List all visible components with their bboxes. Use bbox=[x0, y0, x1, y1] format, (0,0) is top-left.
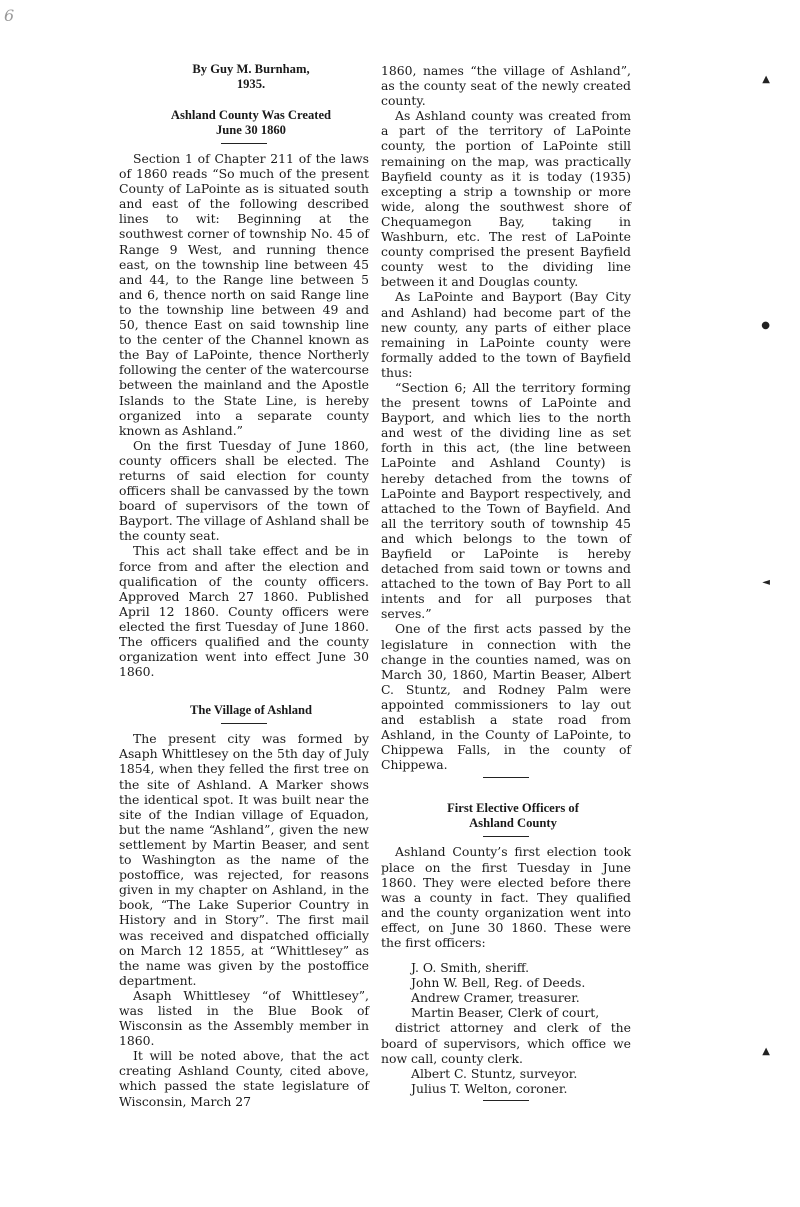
right-column bbox=[381, 63, 631, 1108]
margin-mark: ▲ bbox=[762, 74, 770, 85]
page-number-mark: 6 bbox=[4, 6, 15, 25]
heading-first-officers-county: Ashland County bbox=[469, 816, 557, 831]
paragraph: “Section 6; All the territory forming the present towns of LaPointe and Bayport, and which lies to the north and west of the dividing line as set forth in this act, (the line between LaPointe and Ashland County) is hereby detached from the towns of LaPointe and Bayport respectively, and attached to the Town of Bayfield. And all the territory south of township 45 and which belongs to the town of Bayfield or LaPointe is hereby detached from said town or towns and attached to the town of Bay Port to all intents and for all purposes that serves.” bbox=[381, 379, 631, 622]
officer-entry: Martin Beaser, Clerk of court, bbox=[411, 1005, 600, 1021]
margin-mark: ● bbox=[761, 320, 770, 331]
paragraph: On the first Tuesday of June 1860, county officers shall be elected. The returns of said election for county officers shall be canvassed by the town board of supervisors of the town of Bayport. The village of Ashland shall be the county seat. bbox=[119, 437, 369, 544]
byline-year: 1935. bbox=[236, 77, 266, 91]
byline: By Guy M. Burnham, bbox=[192, 62, 310, 76]
officer-entry: John W. Bell, Reg. of Deeds. bbox=[411, 975, 586, 991]
paragraph: As Ashland county was created from a part of the territory of LaPointe county, the portion of LaPointe still remaining on the map, was practically Bayfield county as it is today (1935) excepting a strip a township or more wide, along the southwest shore of Chequamegon Bay, taking in Washburn, etc. The rest of LaPointe county comprised the present Bayfield county west to the dividing line between it and Douglas county. bbox=[381, 108, 631, 290]
paragraph: 1860, names “the village of Ashland”, as the county seat of the newly created county. bbox=[381, 63, 631, 109]
officer-entry: Julius T. Welton, coroner. bbox=[411, 1080, 568, 1096]
paragraph: Section 1 of Chapter 211 of the laws of 1860 reads “So much of the present County of LaPointe as is situated south and east of the following described lines to wit: Beginning at the southwest corner of township No. 45 of Range 9 West, and running thence east, on the township line between 45 and 44, to the Range line between 5 and 6, thence north on said Range line to the township line between 49 and 50, thence East on said township line to the center of the Channel known as the Bay of LaPointe, thence Northerly following the center of the watercourse between the mainland and the Apostle Islands to the State Line, is hereby organized into a separate county known as Ashland.” bbox=[119, 151, 369, 438]
paragraph: Asaph Whittlesey “of Whittlesey”, was listed in the Blue Book of Wisconsin as the Assembly member in 1860. bbox=[119, 987, 369, 1049]
divider-rule bbox=[483, 777, 529, 778]
heading-county-created-date: June 30 1860 bbox=[216, 123, 286, 137]
officer-entry: Andrew Cramer, treasurer. bbox=[411, 990, 580, 1006]
paragraph: Ashland County’s first election took place on the first Tuesday in June 1860. They were elected before there was a county in fact. They qualified and the county organization went into effect, on June 30 1860. These were the first officers: bbox=[381, 844, 631, 950]
divider-rule bbox=[483, 836, 529, 837]
paragraph: As LaPointe and Bayport (Bay City and Ashland) had become part of the new county, any parts of either place remaining in LaPointe county were formally added to the town of Bayfield thus: bbox=[381, 289, 631, 380]
officer-entry: Albert C. Stuntz, surveyor. bbox=[411, 1065, 578, 1081]
paragraph: One of the first acts passed by the legislature in connection with the change in the counties named, was on March 30, 1860, Martin Beaser, Albert C. Stuntz, and Rodney Palm were appointed commissioners to lay out and establish a state road from Ashland, in the County of LaPointe, to Chippewa Falls, in the county of Chippewa. bbox=[381, 621, 631, 773]
heading-first-officers: First Elective Officers of bbox=[447, 801, 579, 816]
divider-rule bbox=[221, 143, 267, 144]
divider-rule bbox=[221, 723, 267, 724]
divider-rule bbox=[483, 1100, 529, 1101]
heading-county-created: Ashland County Was Created bbox=[170, 108, 332, 122]
left-column bbox=[119, 62, 369, 1109]
officer-entry: J. O. Smith, sheriff. bbox=[411, 960, 530, 976]
paragraph: This act shall take effect and be in force from and after the election and qualification of the county officers. Approved March 27 1860. Published April 12 1860. County officers were elected the first Tuesday of June 1860. The officers qualified and the county organization went into effect June 30 1860. bbox=[119, 543, 369, 680]
officer-entry-continued: district attorney and clerk of the board of supervisors, which office we now call, county clerk. bbox=[381, 1020, 631, 1066]
heading-village-of-ashland: The Village of Ashland bbox=[189, 703, 313, 718]
margin-mark: ◄ bbox=[762, 577, 770, 588]
margin-mark: ▲ bbox=[762, 1046, 770, 1057]
paragraph: It will be noted above, that the act creating Ashland County, cited above, which passed the state legislature of Wisconsin, March 27 bbox=[119, 1048, 369, 1109]
paragraph: The present city was formed by Asaph Whittlesey on the 5th day of July 1854, when they felled the first tree on the site of Ashland. A Marker shows the identical spot. It was built near the site of the Indian village of Equadon, but the name “Ashland”, given the new settlement by Martin Beaser, and sent to Washington as the name of the postoffice, was rejected, for reasons given in my chapter on Ashland, in the book, “The Lake Superior Country in History and in Story”. The first mail was received and dispatched officially on March 12 1855, at “Whittlesey” as the name was given by the postoffice department. bbox=[119, 731, 369, 988]
